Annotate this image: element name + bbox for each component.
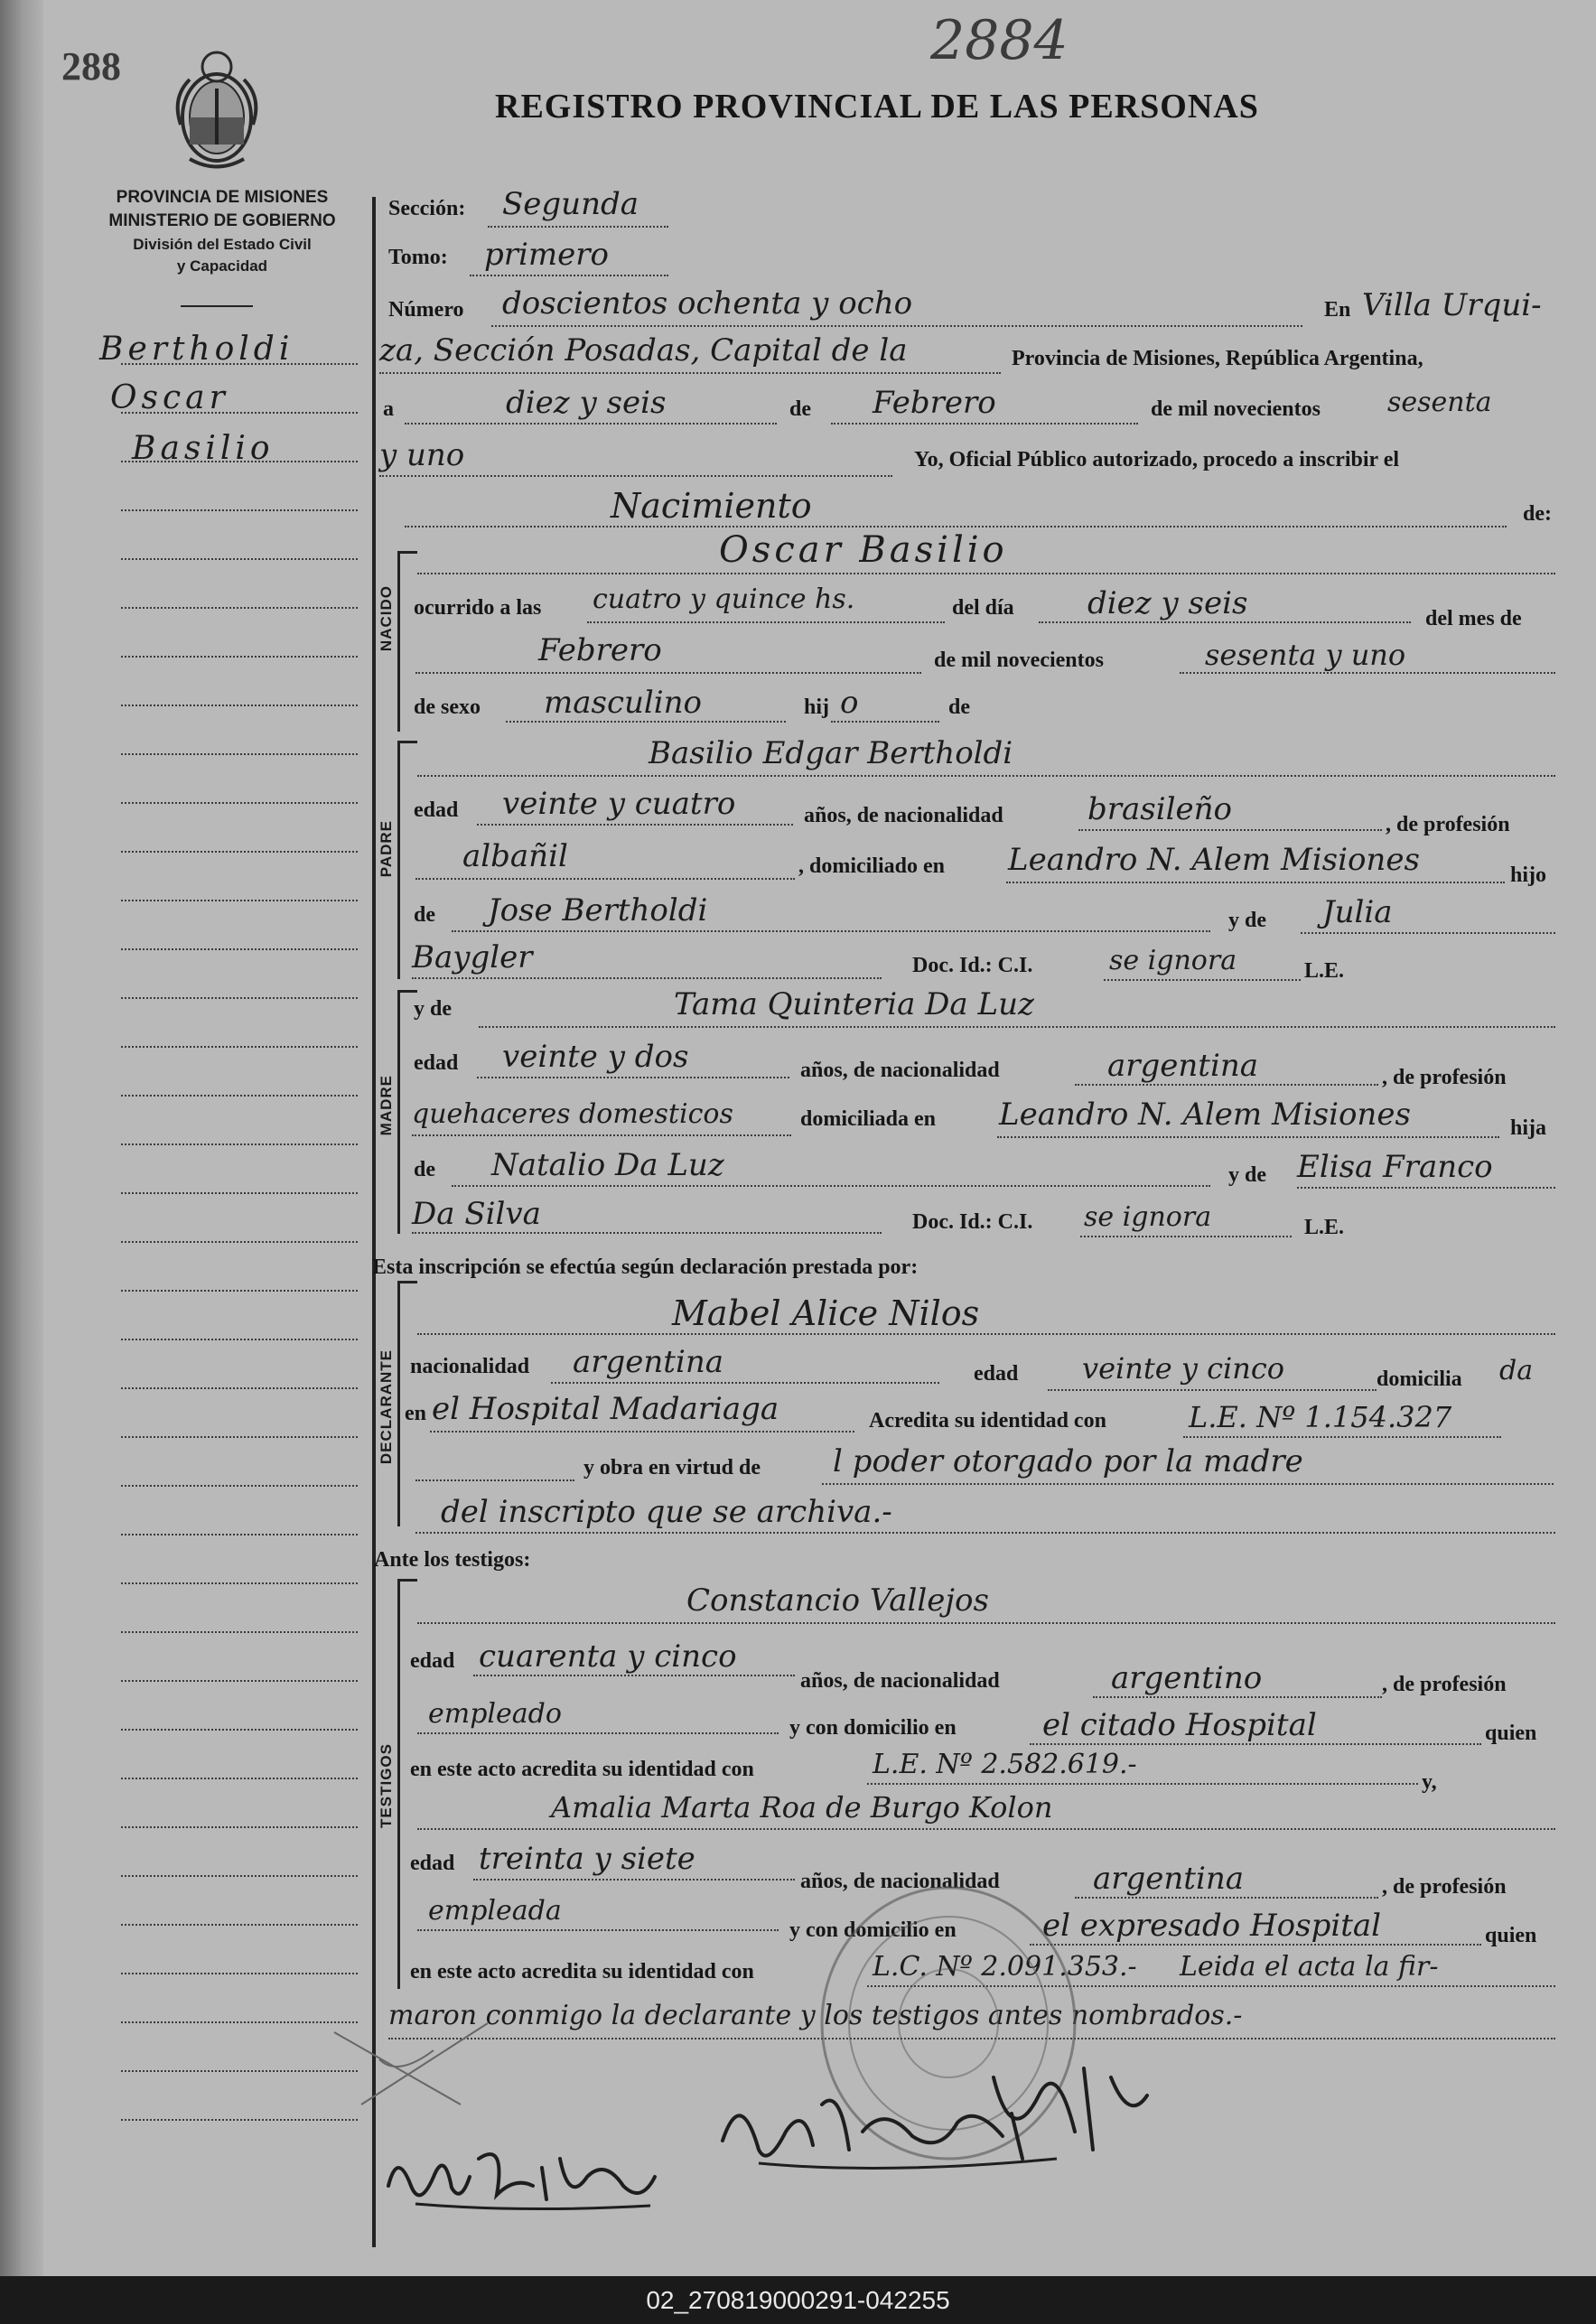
declarante-dom-suffix: da (1499, 1355, 1534, 1386)
acta-cierre-1: Leida el acta la fir- (1180, 1951, 1439, 1983)
madre-doc-label: Doc. Id.: C.I. (912, 1210, 1033, 1234)
signature-oficial (975, 2041, 1156, 2168)
padre-padre-de-line (452, 930, 1210, 932)
nacido-bracket-top (397, 551, 417, 554)
de-colon-label: de: (1523, 502, 1552, 526)
fecha-mes-line (831, 423, 1138, 425)
declarante-obra-2: del inscripto que se archiva.- (441, 1494, 892, 1530)
hora-value: cuatro y quince hs. (593, 583, 855, 615)
testigo-1-nombre-line (417, 1622, 1555, 1624)
declarante-nombre-line (417, 1333, 1555, 1335)
madre-madre-de-line (1297, 1187, 1555, 1189)
fecha-dia-line (405, 423, 777, 425)
padre-doc-label: Doc. Id.: C.I. (912, 954, 1033, 977)
testigo-1-y-label: y, (1422, 1770, 1437, 1794)
testigo-1-documento-line (867, 1783, 1418, 1785)
padre-bracket (397, 741, 400, 979)
office-underline (181, 305, 253, 307)
declarante-obra-label: y obra en virtud de (583, 1456, 761, 1479)
tomo-line (470, 275, 668, 276)
margin-line (121, 1339, 358, 1340)
handwritten-record-number: 2884 (930, 9, 1069, 72)
testigo-2-nac-label: años, de nacionalidad (800, 1870, 1000, 1893)
padre-prof-label: , de profesión (1386, 813, 1510, 836)
testigo-1-nombre: Constancio Vallejos (686, 1582, 989, 1619)
lugar-value-1: Villa Urqui- (1362, 287, 1542, 323)
numero-value: doscientos ochenta y ocho (502, 285, 913, 322)
declarante-edad: veinte y cinco (1082, 1351, 1285, 1386)
padre-padre-de: Jose Bertholdi (488, 892, 708, 929)
margin-divider (372, 197, 376, 2247)
coat-of-arms-icon (163, 43, 271, 179)
testigo-2-nombre: Amalia Marta Roa de Burgo Kolon (551, 1790, 1053, 1825)
nacido-anio-label: de mil novecientos (934, 649, 1104, 672)
testigo-2-edad-label: edad (410, 1852, 455, 1875)
office-line: MINISTERIO DE GOBIERNO (108, 211, 336, 230)
margin-line (121, 948, 358, 950)
testigo-1-edad-line (473, 1675, 795, 1676)
madre-yde2-label: y de (1228, 1163, 1266, 1187)
padre-nacionalidad-line (1078, 829, 1382, 831)
padre-nombre: Basilio Edgar Bertholdi (649, 735, 1013, 771)
nacido-mes-line (415, 672, 921, 674)
hij-line (831, 721, 939, 723)
testigos-bracket (397, 1579, 400, 1989)
madre-madre-de-2: Da Silva (412, 1196, 541, 1232)
de-label: de (789, 397, 811, 421)
declarante-nacionalidad: argentina (573, 1344, 724, 1380)
testigo-2-domicilio-line (1030, 1944, 1481, 1946)
anio-label: de mil novecientos (1151, 397, 1321, 421)
padre-madre-de-line (1301, 932, 1555, 934)
declarante-domicilio-line (430, 1431, 854, 1433)
testigo-1-prof-label: , de profesión (1382, 1673, 1507, 1696)
margin-line (121, 1729, 358, 1731)
scan-footer: 02_270819000291-042255 (0, 2276, 1596, 2324)
padre-nac-label: años, de nacionalidad (804, 804, 1003, 827)
seccion-line (488, 226, 668, 228)
numero-line (491, 325, 1302, 327)
padre-edad: veinte y cuatro (502, 786, 736, 822)
testigo-2-nacionalidad: argentina (1093, 1861, 1245, 1897)
del-dia-label: del día (952, 596, 1014, 620)
padre-edad-label: edad (414, 798, 459, 822)
testigo-1-edad-label: edad (410, 1649, 455, 1673)
madre-domicilio-line (997, 1136, 1499, 1138)
margin-line (121, 1485, 358, 1487)
testigo-1-domicilio: el citado Hospital (1042, 1707, 1317, 1743)
testigos-side-label: TESTIGOS (378, 1743, 395, 1828)
testigo-2-profesion: empleada (428, 1895, 562, 1927)
madre-hija-label: hija (1510, 1116, 1547, 1140)
declarante-acredita-label: Acredita su identidad con (869, 1409, 1106, 1433)
padre-hijo-label: hijo (1510, 863, 1547, 887)
madre-nacionalidad-line (1075, 1084, 1378, 1086)
nacido-side-label: NACIDO (378, 585, 395, 652)
testigos-bracket-top (397, 1579, 417, 1582)
hora-line (587, 621, 945, 623)
nacido-dia: diez y seis (1087, 585, 1248, 621)
madre-doc: se ignora (1084, 1201, 1212, 1233)
nacido-mes: Febrero (538, 632, 662, 668)
office-line: División del Estado Civil (133, 236, 312, 253)
margin-line (121, 753, 358, 755)
acto-line (405, 526, 1507, 527)
declarante-bracket (397, 1281, 400, 1526)
seccion-value: Segunda (502, 186, 639, 222)
margin-line (121, 363, 358, 365)
padre-domicilio: Leandro N. Alem Misiones (1008, 842, 1420, 878)
lugar-value-2: za, Sección Posadas, Capital de la (379, 332, 908, 369)
declarante-nacionalidad-line (551, 1382, 939, 1384)
testigo-1-profesion: empleado (428, 1698, 562, 1730)
tomo-label: Tomo: (388, 246, 448, 269)
madre-side-label: MADRE (378, 1075, 395, 1136)
madre-edad-line (477, 1077, 789, 1078)
margin-line (121, 656, 358, 658)
declarante-bracket-top (397, 1281, 417, 1283)
madre-nacionalidad: argentina (1107, 1048, 1259, 1084)
margin-line (121, 851, 358, 853)
hij-label: hij (804, 695, 830, 719)
declarante-side-label: DECLARANTE (378, 1349, 395, 1465)
declarante-documento: L.E. Nº 1.154.327 (1189, 1400, 1452, 1434)
margin-line (121, 2070, 358, 2072)
padre-side-label: PADRE (378, 820, 395, 878)
padre-de-label: de (414, 903, 435, 927)
padre-edad-line (477, 824, 793, 826)
margin-line (121, 1534, 358, 1535)
testigos-intro: Ante los testigos: (374, 1548, 531, 1572)
fecha-anio-line (379, 475, 892, 477)
acta-cierre-2: maron conmigo la declarante y los testigos antes nombrados.- (388, 2000, 1243, 2031)
nacido-nombre-line (417, 573, 1555, 574)
margin-line (121, 1143, 358, 1145)
testigo-2-acredita-label: en este acto acredita su identidad con (410, 1960, 754, 1983)
testigo-1-nacionalidad-line (1093, 1696, 1382, 1698)
acto-value: Nacimiento (611, 486, 812, 526)
margin-line (121, 2021, 358, 2023)
numero-label: Número (388, 298, 464, 322)
margin-line (121, 1924, 358, 1926)
margin-line (121, 1778, 358, 1779)
fecha-mes: Febrero (873, 385, 996, 421)
margin-surname: Bertholdi (99, 331, 294, 368)
madre-bracket (397, 990, 400, 1234)
testigo-1-domicilio-line (1030, 1743, 1481, 1745)
sexo-value: masculino (544, 685, 703, 721)
testigo-2-quien-label: quien (1485, 1924, 1537, 1947)
fecha-anio-2: y uno (379, 437, 465, 473)
margin-line (121, 1387, 358, 1389)
padre-doc: se ignora (1109, 945, 1237, 976)
padre-domicilio-line (1006, 882, 1505, 883)
declarante-edad-label: edad (974, 1362, 1019, 1386)
declarante-edad-line (1048, 1389, 1377, 1391)
a-label: a (383, 397, 394, 421)
madre-madre-de-2-line (412, 1232, 882, 1234)
madre-domicilio: Leandro N. Alem Misiones (999, 1097, 1411, 1133)
margin-line (121, 1631, 358, 1633)
margin-line (121, 607, 358, 609)
margin-line (121, 509, 358, 511)
testigo-1-documento: L.E. Nº 2.582.619.- (873, 1749, 1137, 1780)
declarante-domicilio: el Hospital Madariaga (432, 1391, 779, 1427)
tomo-value: primero (484, 237, 609, 273)
margin-line (121, 1192, 358, 1194)
declarante-documento-line (1183, 1436, 1501, 1438)
padre-doc-line (1104, 979, 1301, 981)
margin-line (121, 1241, 358, 1243)
nacido-de-label: de (948, 695, 970, 719)
ocurrido-label: ocurrido a las (414, 596, 542, 620)
testigo-1-nac-label: años, de nacionalidad (800, 1669, 1000, 1693)
testigo-1-dom-label: y con domicilio en (789, 1716, 957, 1740)
testigo-1-profesion-line (417, 1732, 779, 1734)
declarante-dom-label: domicilia (1377, 1367, 1462, 1391)
book-binding (0, 0, 43, 2276)
margin-line (121, 1290, 358, 1292)
padre-dom-label: , domiciliado en (798, 854, 946, 878)
del-mes-label: del mes de (1425, 607, 1522, 630)
madre-bracket-top (397, 990, 417, 993)
madre-edad: veinte y dos (502, 1039, 689, 1075)
margin-line (121, 1875, 358, 1877)
margin-line (121, 1046, 358, 1048)
nacido-nombre: Oscar Basilio (719, 529, 1008, 571)
en-label: En (1324, 298, 1351, 322)
lugar-line (379, 372, 1001, 374)
registry-title: REGISTRO PROVINCIAL DE LAS PERSONAS (495, 88, 1259, 126)
padre-nacionalidad: brasileño (1087, 791, 1232, 827)
declarante-obra-line (822, 1483, 1554, 1485)
testigo-1-acredita-label: en este acto acredita su identidad con (410, 1758, 754, 1781)
oficial-text: Yo, Oficial Público autorizado, procedo a inscribir el (914, 448, 1400, 471)
office-line: PROVINCIA DE MISIONES (116, 188, 329, 207)
testigo-2-nombre-line (417, 1828, 1555, 1830)
madre-nombre: Tama Quinteria Da Luz (674, 986, 1034, 1022)
testigo-1-quien-label: quien (1485, 1722, 1537, 1745)
sexo-label: de sexo (414, 695, 481, 719)
margin-line (121, 2119, 358, 2121)
padre-madre-de-1: Julia (1322, 894, 1393, 930)
declarante-nac-label: nacionalidad (410, 1355, 530, 1378)
office-line: y Capacidad (176, 257, 268, 275)
office-block (87, 186, 358, 276)
testigo-2-edad-line (473, 1879, 795, 1881)
padre-madre-de-2: Baygler (412, 939, 533, 975)
seccion-label: Sección: (388, 197, 466, 220)
margin-pencil-scribble (325, 2014, 506, 2123)
provincia-text: Provincia de Misiones, República Argentina, (1012, 347, 1423, 370)
padre-madre-de-2-line (412, 977, 882, 979)
sexo-line (506, 721, 786, 723)
madre-profesion-line (412, 1134, 791, 1136)
testigo-1-edad: cuarenta y cinco (479, 1638, 737, 1675)
padre-profesion: albañil (462, 838, 568, 874)
margin-line (121, 802, 358, 804)
madre-nombre-line (479, 1026, 1555, 1028)
nacido-dia-line (1039, 621, 1411, 623)
margin-line (121, 1680, 358, 1682)
declarante-obra-blank-line (415, 1479, 574, 1481)
padre-le-label: L.E. (1304, 959, 1345, 983)
madre-prof-label: , de profesión (1382, 1066, 1507, 1089)
margin-line (121, 1582, 358, 1584)
margin-middle-name: Basilio (132, 430, 275, 467)
margin-line (121, 1973, 358, 1974)
padre-profesion-line (415, 878, 795, 880)
margin-line (121, 412, 358, 414)
testigo-2-profesion-line (417, 1929, 779, 1931)
margin-line (121, 997, 358, 999)
padre-yde-label: y de (1228, 909, 1266, 932)
madre-edad-label: edad (414, 1051, 459, 1075)
margin-line (121, 1826, 358, 1828)
fecha-anio-1: sesenta (1387, 387, 1492, 418)
madre-le-label: L.E. (1304, 1216, 1345, 1239)
margin-line (121, 705, 358, 706)
margin-line (121, 1436, 358, 1438)
nacido-bracket (397, 551, 400, 732)
padre-bracket-top (397, 741, 417, 743)
margin-line (121, 900, 358, 901)
testigo-1-nacionalidad: argentino (1111, 1660, 1263, 1696)
margin-line (121, 558, 358, 560)
margin-line (121, 1095, 358, 1097)
declaracion-intro: Esta inscripción se efectúa según declaración prestada por: (372, 1255, 919, 1279)
folio-number: 288 (61, 44, 121, 89)
declarante-en-label: en (405, 1402, 426, 1425)
padre-nombre-line (417, 775, 1555, 777)
madre-yde-label: y de (414, 997, 452, 1021)
madre-madre-de-1: Elisa Franco (1297, 1149, 1493, 1185)
madre-doc-line (1080, 1236, 1292, 1237)
declarante-obra-2-line (415, 1532, 1555, 1534)
madre-padre-de-line (452, 1185, 1210, 1187)
declarante-obra-1: l poder otorgado por la madre (833, 1443, 1303, 1479)
testigo-2-dom-label: y con domicilio en (789, 1918, 957, 1942)
testigo-2-edad: treinta y siete (479, 1841, 695, 1877)
hij-suffix: o (840, 685, 859, 721)
testigo-2-prof-label: , de profesión (1382, 1875, 1507, 1899)
margin-line (121, 461, 358, 462)
signature-declarante (379, 2123, 668, 2222)
testigo-2-nacionalidad-line (1075, 1897, 1378, 1899)
fecha-dia: diez y seis (506, 385, 667, 421)
nacido-anio-line (1180, 672, 1555, 674)
testigo-2-documento: L.C. Nº 2.091.353.- (873, 1951, 1137, 1983)
declarante-nombre: Mabel Alice Nilos (672, 1293, 980, 1333)
testigo-2-domicilio: el expresado Hospital (1042, 1908, 1382, 1944)
madre-dom-label: domiciliada en (800, 1107, 937, 1131)
nacido-anio: sesenta y uno (1205, 638, 1406, 672)
madre-nac-label: años, de nacionalidad (800, 1059, 1000, 1082)
madre-padre-de: Natalio Da Luz (491, 1147, 724, 1183)
margin-given-name: Oscar (110, 379, 229, 416)
madre-profesion: quehaceres domesticos (412, 1098, 733, 1130)
madre-de-label: de (414, 1158, 435, 1181)
